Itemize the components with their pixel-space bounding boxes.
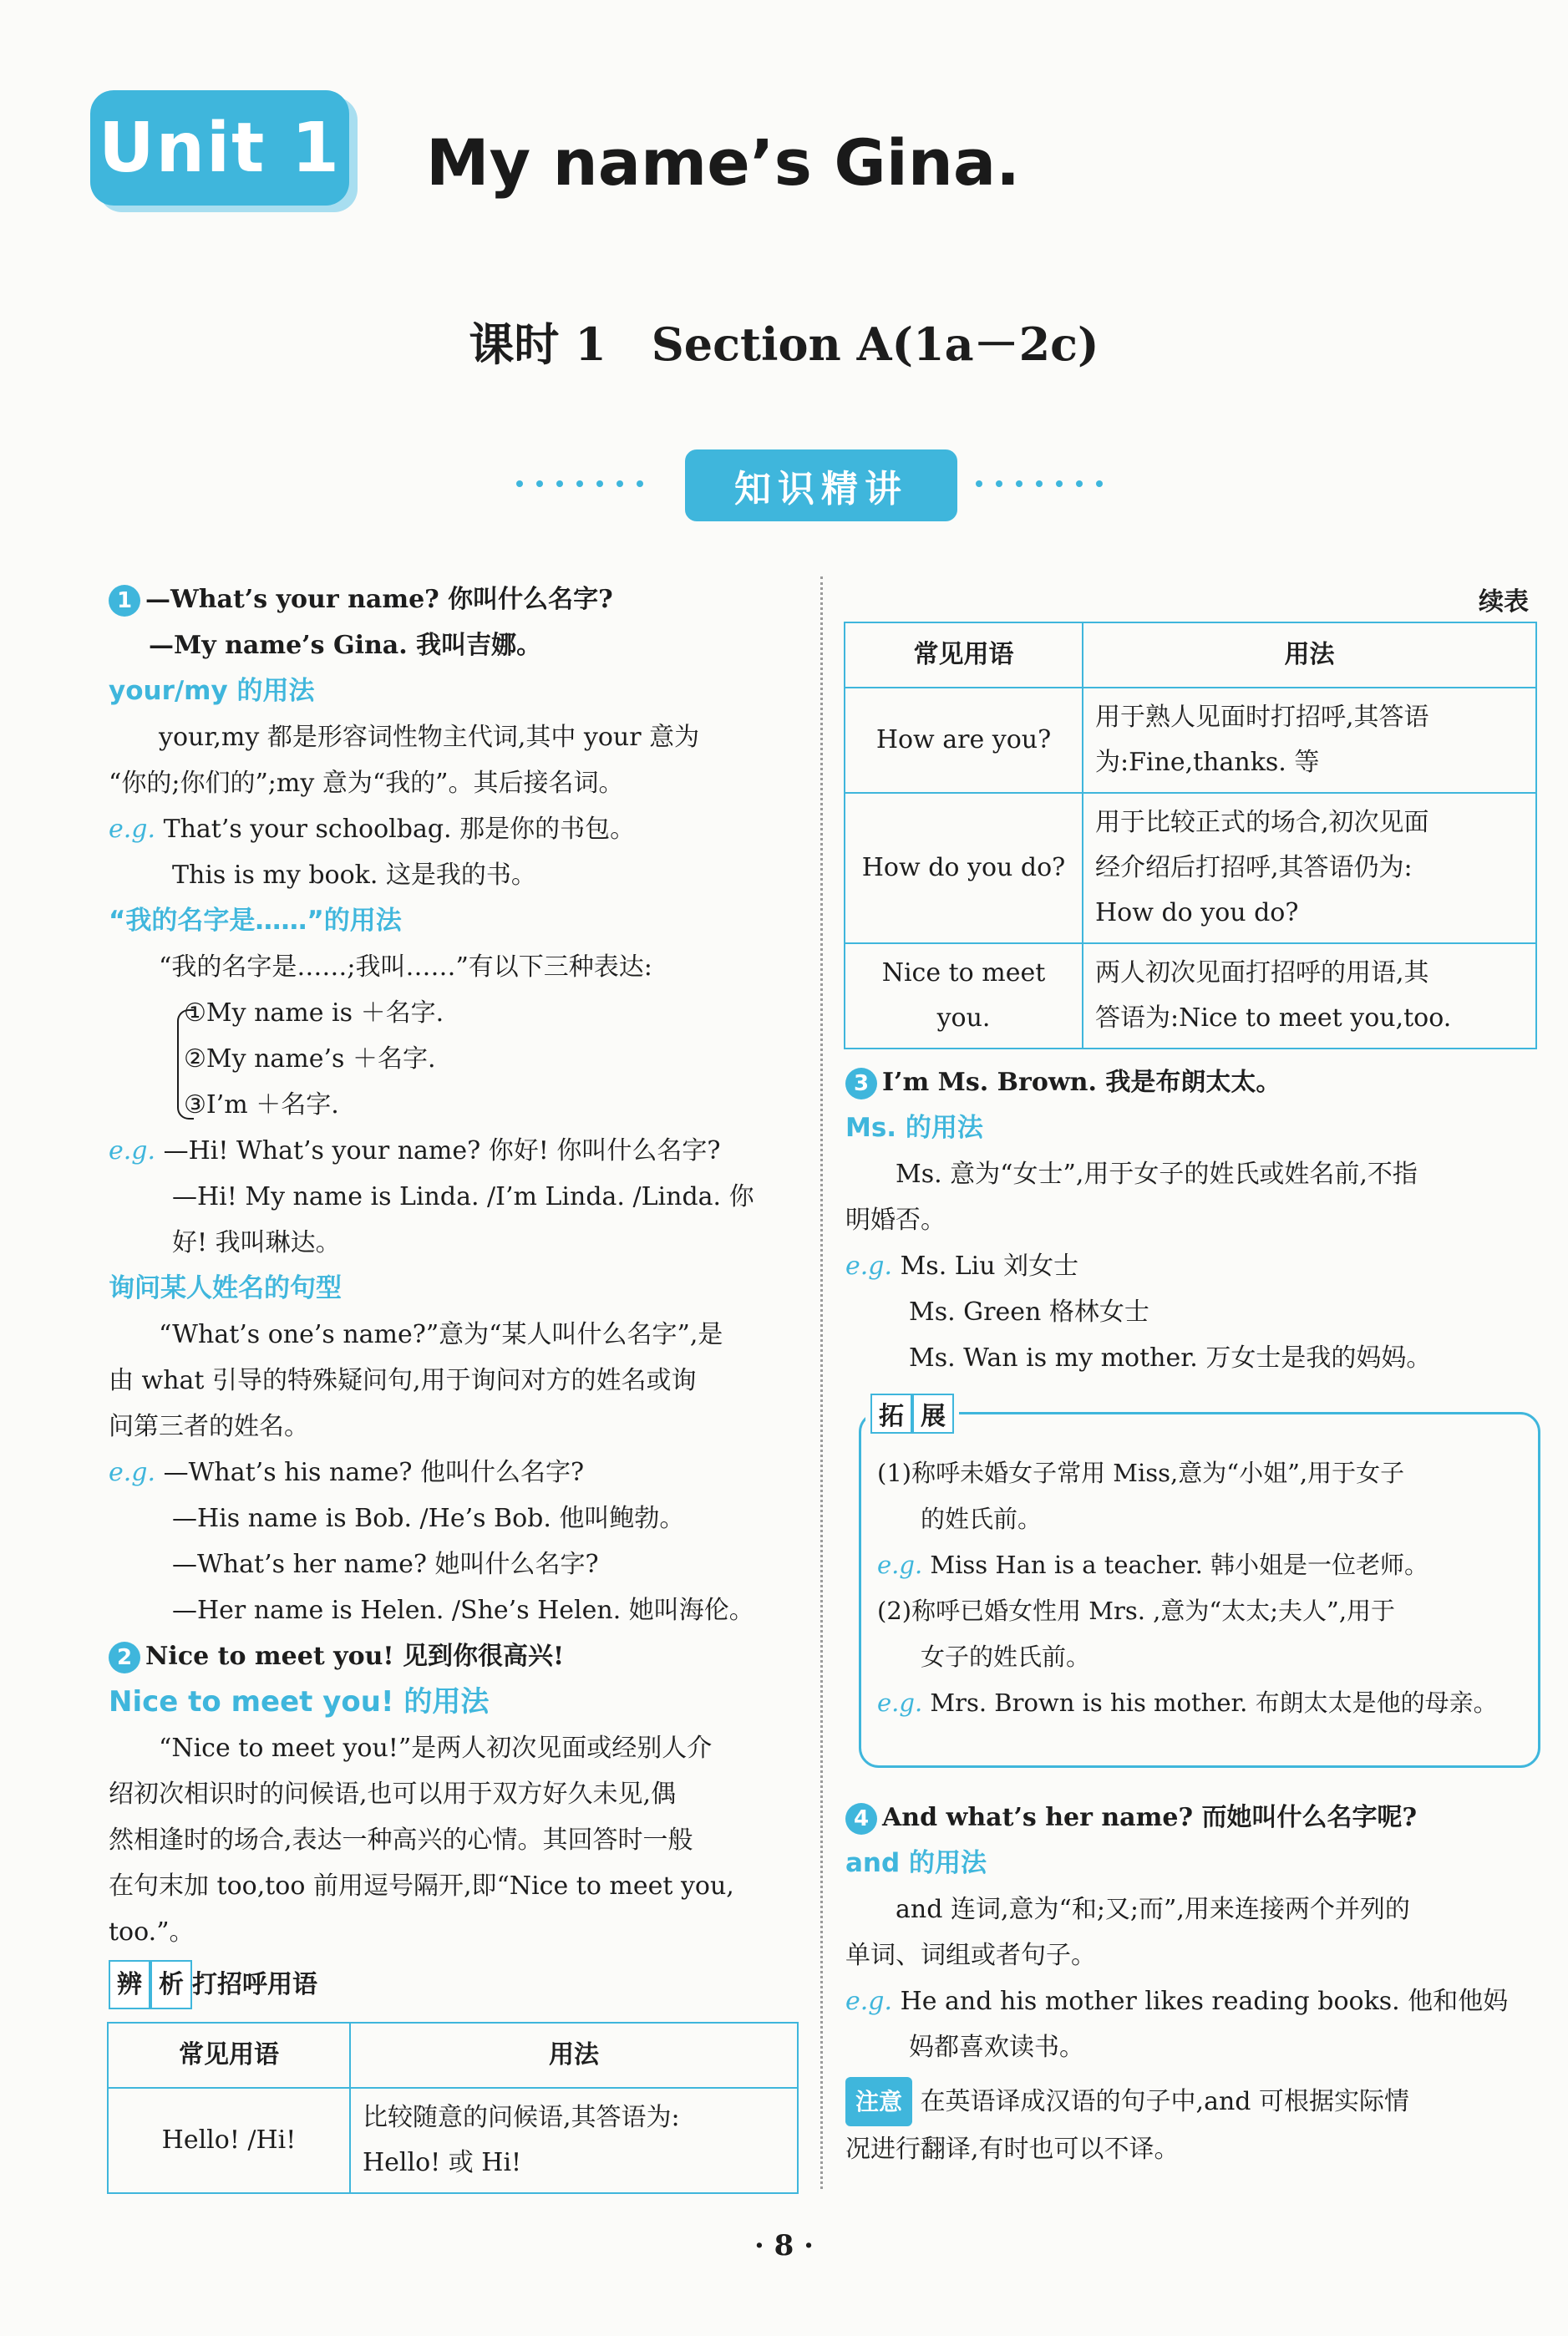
- point-answer: —My name’s Gina. 我叫吉娜。: [149, 631, 542, 660]
- right-column-lower: [845, 1795, 1539, 2172]
- extension-line: (2)称呼已婚女性用 Mrs. ,意为“太太;夫人”,用于: [877, 1597, 1396, 1625]
- extension-heading: [865, 1394, 959, 1434]
- example-line: Mrs. Brown is his mother. 布朗太太是他的母亲。: [930, 1689, 1498, 1717]
- eg-label: e.g.: [109, 815, 156, 844]
- point-number: 3: [845, 1068, 877, 1099]
- heading-ask-name: 询问某人姓名的句型: [109, 1273, 342, 1303]
- example-line: Miss Han is a teacher. 韩小姐是一位老师。: [930, 1551, 1429, 1579]
- extension-content: [877, 1450, 1529, 1726]
- column-divider: [820, 576, 823, 2189]
- list-item: ①My name is ＋名字.: [184, 998, 444, 1028]
- bianxi-title: 打招呼用语: [192, 1970, 317, 1999]
- example-line: —Hi! What’s your name? 你好! 你叫什么名字?: [163, 1136, 721, 1165]
- table-header: 常见用语: [845, 622, 1083, 688]
- extension-tag: 展: [912, 1394, 954, 1434]
- point-number: 1: [109, 585, 140, 617]
- note-text: 在英语译成汉语的句子中,and 可根据实际情: [920, 2087, 1410, 2116]
- unit-label: Unit 1: [99, 108, 341, 188]
- paragraph-line: “我的名字是……;我叫……”有以下三种表达:: [159, 952, 652, 982]
- heading-ms: Ms. 的用法: [845, 1113, 983, 1143]
- unit-badge: [90, 90, 349, 206]
- bianxi-heading: [109, 1960, 802, 2009]
- list-brace: [177, 1009, 194, 1120]
- heading-my-name-is: “我的名字是……”的用法: [109, 906, 402, 936]
- point-number: 2: [109, 1642, 140, 1673]
- point-text: And what’s her name? 而她叫什么名字呢?: [882, 1803, 1418, 1832]
- eg-label: e.g.: [877, 1551, 923, 1579]
- table-row: [845, 688, 1536, 793]
- right-column-upper: [845, 1059, 1539, 1381]
- paragraph-line: 单词、词组或者句子。: [845, 1941, 1096, 1970]
- example-line: Ms. Liu 刘女士: [900, 1252, 1079, 1281]
- paragraph-line: 由 what 引导的特殊疑问句,用于询问对方的姓名或询: [109, 1366, 697, 1395]
- table-cell: How are you?: [845, 688, 1083, 793]
- banner-dots-left: [510, 475, 677, 491]
- point-question: —What’s your name? 你叫什么名字?: [145, 585, 613, 614]
- table-cell: 比较随意的问候语,其答语为: Hello! 或 Hi!: [350, 2088, 798, 2193]
- table-cell: How do you do?: [845, 793, 1083, 943]
- lesson-title: 课时 1 Section A(1a－2c): [469, 317, 1099, 371]
- eg-label: e.g.: [845, 1987, 893, 2016]
- table-row: [108, 2088, 798, 2193]
- example-line: That’s your schoolbag. 那是你的书包。: [163, 815, 636, 844]
- note-text: 况进行翻译,有时也可以不译。: [845, 2135, 1180, 2164]
- eg-label: e.g.: [877, 1689, 923, 1717]
- table-cell: 两人初次见面打招呼的用语,其 答语为:Nice to meet you,too.: [1083, 943, 1536, 1049]
- table-cell: 用于熟人见面时打招呼,其答语 为:Fine,thanks. 等: [1083, 688, 1536, 793]
- eg-label: e.g.: [109, 1136, 156, 1165]
- extension-line: 女子的姓氏前。: [921, 1643, 1091, 1671]
- banner-label: 知识精讲: [734, 468, 908, 510]
- point-number: 4: [845, 1803, 877, 1835]
- section-banner: [685, 449, 957, 521]
- table-header: 用法: [350, 2023, 798, 2088]
- paragraph-line: “Nice to meet you!”是两人初次见面或经别人介: [159, 1734, 713, 1763]
- table-header: 常见用语: [108, 2023, 350, 2088]
- unit-title: My name’s Gina.: [426, 125, 1021, 200]
- left-column: [109, 576, 802, 2009]
- paragraph-line: 问第三者的姓名。: [109, 1412, 309, 1441]
- point-3: [845, 1059, 1539, 1105]
- paragraph-line: 明婚否。: [845, 1206, 946, 1235]
- eg-label: e.g.: [845, 1252, 893, 1281]
- example-line: 好! 我叫琳达。: [172, 1228, 341, 1257]
- example-line: —Her name is Helen. /She’s Helen. 她叫海伦。: [172, 1596, 754, 1625]
- paragraph-line: too.”。: [109, 1917, 195, 1947]
- table-cell: Hello! /Hi!: [108, 2088, 350, 2193]
- point-text: I’m Ms. Brown. 我是布朗太太。: [882, 1068, 1281, 1097]
- example-line: Ms. Green 格林女士: [909, 1297, 1149, 1327]
- paragraph-line: 在句末加 too,too 前用逗号隔开,即“Nice to meet you,: [109, 1871, 734, 1901]
- extension-tag: 拓: [870, 1394, 912, 1434]
- paragraph-line: “你的;你们的”;my 意为“我的”。其后接名词。: [109, 769, 624, 798]
- note-tag: 注意: [845, 2077, 912, 2126]
- table-cell: 用于比较正式的场合,初次见面 经介绍后打招呼,其答语仍为: How do you do?: [1083, 793, 1536, 943]
- table-cell: Nice to meet you.: [845, 943, 1083, 1049]
- point-1: [109, 576, 802, 622]
- greeting-table-left: [107, 2022, 799, 2194]
- example-line: He and his mother likes reading books. 他和他妈: [900, 1987, 1509, 2016]
- example-line: This is my book. 这是我的书。: [172, 861, 536, 890]
- table-row: [845, 943, 1536, 1049]
- example-line: —His name is Bob. /He’s Bob. 他叫鲍勃。: [172, 1504, 685, 1533]
- heading-your-my: your/my 的用法: [109, 676, 315, 706]
- heading-nice-to-meet-you: Nice to meet you! 的用法: [109, 1685, 490, 1719]
- table-row: [845, 793, 1536, 943]
- paragraph-line: your,my 都是形容词性物主代词,其中 your 意为: [159, 723, 700, 752]
- continued-label: 续表: [1479, 587, 1529, 617]
- point-4: [845, 1795, 1539, 1841]
- example-line: Ms. Wan is my mother. 万女士是我的妈妈。: [909, 1343, 1432, 1373]
- list-item: ②My name’s ＋名字.: [184, 1044, 436, 1074]
- example-line: —What’s his name? 他叫什么名字?: [163, 1458, 585, 1487]
- heading-and: and 的用法: [845, 1848, 987, 1878]
- note-line: [845, 2077, 1539, 2126]
- bianxi-tag: 辨: [109, 1960, 150, 2009]
- greeting-table-right: [844, 622, 1537, 1049]
- paragraph-line: 绍初次相识时的问候语,也可以用于双方好久未见,偶: [109, 1780, 677, 1809]
- table-header: 用法: [1083, 622, 1536, 688]
- paragraph-line: 然相逢时的场合,表达一种高兴的心情。其回答时一般: [109, 1826, 693, 1855]
- banner-dots-right: [969, 475, 1136, 491]
- point-2: [109, 1633, 802, 1679]
- example-line: —Hi! My name is Linda. /I’m Linda. /Linda. 你: [172, 1182, 754, 1211]
- extension-line: 的姓氏前。: [921, 1505, 1043, 1533]
- paragraph-line: and 连词,意为“和;又;而”,用来连接两个并列的: [896, 1895, 1410, 1924]
- paragraph-line: “What’s one’s name?”意为“某人叫什么名字”,是: [159, 1320, 723, 1349]
- point-text: Nice to meet you! 见到你很高兴!: [145, 1642, 565, 1671]
- example-line: —What’s her name? 她叫什么名字?: [172, 1550, 599, 1579]
- extension-line: (1)称呼未婚女子常用 Miss,意为“小姐”,用于女子: [877, 1459, 1405, 1487]
- list-item: ③I’m ＋名字.: [184, 1090, 339, 1120]
- eg-label: e.g.: [109, 1458, 156, 1487]
- example-line: 妈都喜欢读书。: [909, 2033, 1084, 2062]
- bianxi-tag: 析: [150, 1960, 192, 2009]
- paragraph-line: Ms. 意为“女士”,用于女子的姓氏或姓名前,不指: [896, 1160, 1418, 1189]
- page-number: · 8 ·: [754, 2229, 814, 2262]
